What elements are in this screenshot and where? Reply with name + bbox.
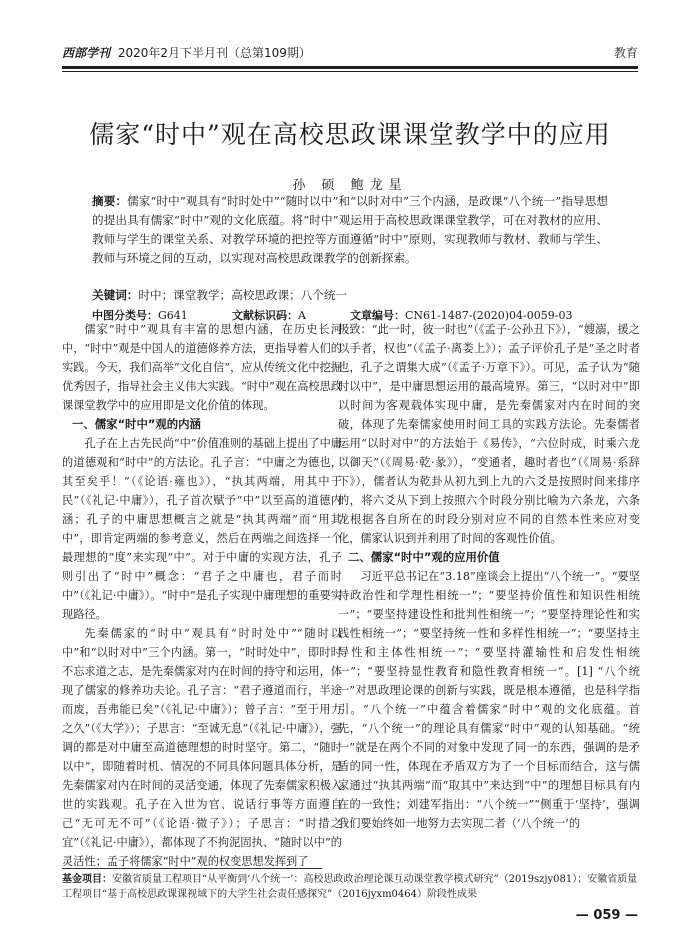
journal-issue-line xyxy=(62,44,311,61)
intro-paragraph: 儒家“时中”观具有丰富的思想内涵，在历史长河中，“时中”观是中国人的道德修养方法，更指导着人们的实践。今天，我们高举“文化自信”，应从传统文化中挖掘优秀因子，指导社会主义伟大实践。“时中”观在高校思政课课堂教学中的应用即是文化价值的体现。 xyxy=(62,323,342,412)
funding-footnote xyxy=(62,872,638,902)
paragraph: 先秦儒家的“时中”观具有“时时处中”“随时以中”和“以时对中”三个内涵。第一，“时时处中”，即时时不忘求道之志，是先秦儒家对内在时间的持守和运用，体现了儒家的修养功夫论。孔子言：“君子遵道而行，半途而废，吾弗能已矣”（《礼记·中庸》）；曾子言：“至于用力之久”（《大学》）；子思言：“至诚无息”（《礼记·中庸》），强调的都是对中庸至高道德理想的时时坚守。第二，“随时以中”，即随着时机、情况的不同具体问题具体分析，是先秦儒家对内在时间的灵活变通，体现了先秦儒家积极入世的实践观。孔子在入世为官、说话行事等方面遵自己“无可无不可”（《论语·微子》）；子思言：“时措之宜”（《礼记·中庸》），都体现了不拘泥固执、“随时以中”的灵活性；孟子将儒家“时中”观的权变思想发挥到了 xyxy=(62,627,342,868)
doc-code-label: 文献标识码： xyxy=(232,309,298,322)
article-no-value: CN61-1487-(2020)04-0059-03 xyxy=(405,309,573,322)
doc-code-value: A xyxy=(298,309,306,322)
section-heading-1: 一、儒家“时中”观的内涵 xyxy=(72,417,201,431)
abstract xyxy=(92,192,608,268)
clc-value: G641 xyxy=(158,309,188,322)
article-title: 儒家“时中”观在高校思政课课堂教学中的应用 xyxy=(89,120,611,149)
header-rule-thin xyxy=(62,71,638,72)
section-heading-2: 二、儒家“时中”观的应用价值 xyxy=(348,550,500,564)
abstract-label: 摘要： xyxy=(92,194,128,208)
page-number: — 059 — xyxy=(575,908,638,923)
journal-logo: 西部学刊 xyxy=(62,46,111,60)
abstract-text: 儒家“时中”观具有“时时处中”“随时以中”和“以时对中”三个内涵，是政课“八个统一”指导思想的提出具有儒家“时中”观的文化底蕴。将“时中”观运用于高校思政课课堂教学，可在对教材的应用、教师与学生的课堂关系、对教学环境的把控等方面遵循“时中”原则，实现教师与教材、教师与学生、教师与环境之间的互动，以实现对高校思政课教学的创新探索。 xyxy=(92,194,608,265)
paragraph: 孔子在上古先民尚“中”价值准则的基础上提出了中庸的道德观和“时中”的方法论。孔子言：“中庸之为德也，其至矣乎！”（《论语·雍也》），“执其两端，用其中于民”（《礼记·中庸》），孔子首次赋予“中”以至高的道德内涵；孔子的中庸思想概言之就是“执其两端”而“用其中”，即肯定两端的参考意义，然后在两端之间选择一个最理想的“度”来实现“中”。对于中庸的实现方法，孔子则引出了“时中”概念：“君子之中庸也，君子而时中”（《礼记·中庸》）。“时中”是孔子实现中庸理想的重要实现路径。 xyxy=(62,437,342,621)
right-column xyxy=(338,320,640,833)
footnote-rule xyxy=(62,868,322,869)
journal-issue: 2020年2月下半月刊（总第109期） xyxy=(117,46,311,60)
clc-label: 中图分类号： xyxy=(92,309,158,322)
page-header xyxy=(62,40,638,62)
article-authors: 孙 硕 鲍龙星 xyxy=(292,178,408,193)
paragraph: 习近平总书记在“3.18”座谈会上提出“八个统一”。“要坚持政治性和学理性相统一”；“要坚持价值性和知识性相统一”；“要坚持建设性和批判性相统一”；“要坚持理论性和实践性相统一”；“要坚持统一性和多样性相统一”；“要坚持主导性和主体性相统一”；“要坚持灌输性和启发性相统一”；“要坚持显性教育和隐性教育相统一”。[1] “八个统一”对思政理论课的创新与实践，既是根本遵循，也是科学指引。“八个统一”中蕴含着儒家“时中”观的文化底蕴。首先，“八个统一”的理论具有儒家“时中”观的认知基础。“统一”就是在两个不同的对象中发现了同一的东西，强调的是矛盾的同一性，体现在矛盾双方为了一个目标而结合，这与儒家通过“执其两端”而“取其中”来达到“中”的理想目标具有内在的一致性；刘建军指出：“八个统一”“侧重于‘坚持’，强调我们要始终如一地努力去实现二者（‘八个统一’的 xyxy=(338,570,640,830)
keywords xyxy=(92,287,608,303)
footnote-label: 基金项目： xyxy=(62,874,112,885)
header-rule xyxy=(62,66,638,69)
keywords-label: 关键词： xyxy=(92,288,139,302)
section-label: 教育 xyxy=(613,46,638,60)
paragraph-continued: 极致：“此一时，彼一时也”（《孟子·公孙丑下》），“嫂溺，援之以手者，权也”（《孟子·离娄上》）；孟子评价孔子是“圣之时者也，孔子之谓集大成”（《孟子·万章下》）。可见，孟子认为“随时以中”，是中庸思想运用的最高境界。第三，“以时对中”即以时间为客观载体实现中庸，是先秦儒家对内在时间的突破，体现了先秦儒家使用时间工具的实践方法论。先秦儒者运用“以时对中”的方法始于《易传》，“六位时成，时乘六龙以御天”（《周易·乾·彖》），“变通者，趣时者也”（《周易·系辞下》），儒者认为乾卦从初九到上九的六爻是按照时间来排序的，将六爻从下到上按照六个时段分别比喻为六条龙，六条龙根据各自所在的时段分别对应不同的自然本性来应对变化，儒家认识到并利用了时间的客观性价值。 xyxy=(338,323,640,545)
footnote-text: 安徽省质量工程项目“从平衡到‘八个统一’：高校思政政治理论课互动课堂教学模式研究”（2019szjy081）；安徽省质量工程项目“基于高校思政课课视域下的大学生社会责任感探究”（2016jyxm0464）阶段性成果 xyxy=(62,874,638,900)
article-no-label: 文章编号： xyxy=(350,309,405,322)
keywords-text: 时中；课堂教学；高校思政课；八个统一 xyxy=(138,288,348,302)
left-column xyxy=(62,320,342,871)
